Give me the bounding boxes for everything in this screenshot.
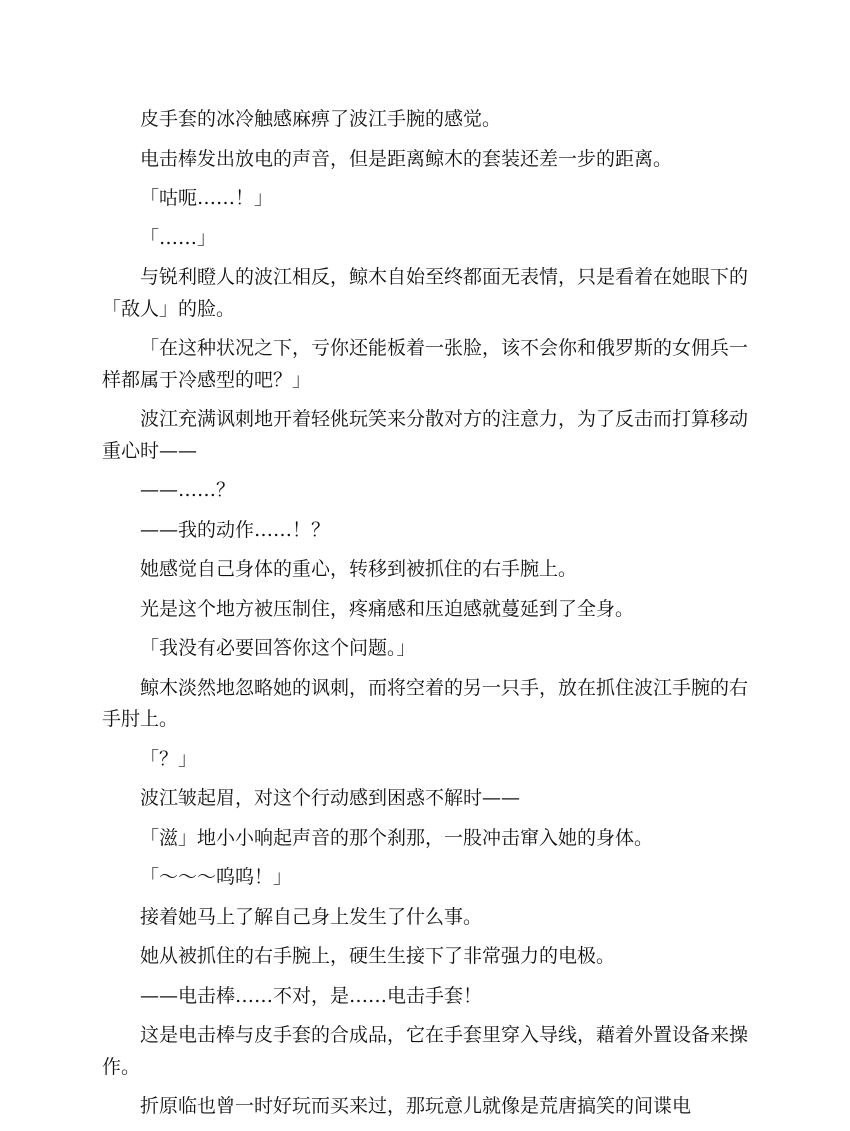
paragraph: 「在这种状况之下，亏你还能板着一张脸，该不会你和俄罗斯的女佣兵一样都属于冷感型的吧？」 <box>102 337 749 391</box>
paragraph: 「？」 <box>140 747 198 770</box>
paragraph: 与锐利瞪人的波江相反，鲸木自始至终都面无表情，只是看着在她眼下的「敌人」的脸。 <box>102 266 749 320</box>
paragraph: ——……？ <box>140 479 236 501</box>
paragraph: ——电击棒……不对，是……电击手套！ <box>140 984 483 1007</box>
paragraph: 波江皱起眉，对这个行动感到困惑不解时—— <box>140 787 521 809</box>
paragraph: 波江充满讽刺地开着轻佻玩笑来分散对方的注意力，为了反击而打算移动重心时—— <box>102 408 749 462</box>
paragraph: 光是这个地方被压制住，疼痛感和压迫感就蔓延到了全身。 <box>140 597 635 620</box>
paragraph: 「咕呃……！」 <box>140 187 274 209</box>
document-page <box>102 104 752 1131</box>
paragraph: 折原临也曾一时好玩而买来过，那玩意儿就像是荒唐搞笑的间谍电 <box>140 1095 692 1117</box>
paragraph: 接着她马上了解自己身上发生了什么事。 <box>140 905 483 928</box>
paragraph: 皮手套的冰冷触感麻痹了波江手腕的感觉。 <box>140 108 502 130</box>
paragraph: 「……」 <box>140 226 217 249</box>
paragraph: ——我的动作……！？ <box>140 518 331 541</box>
paragraph: 这是电击棒与皮手套的合成品，它在手套里穿入导线，藉着外置设备来操作。 <box>102 1024 749 1078</box>
paragraph: 「我没有必要回答你这个问题。」 <box>140 637 416 659</box>
paragraph: 鲸木淡然地忽略她的讽刺，而将空着的另一只手，放在抓住波江手腕的右手肘上。 <box>102 676 749 730</box>
paragraph: 她感觉自己身体的重心，转移到被抓住的右手腕上。 <box>140 558 578 580</box>
paragraph: 电击棒发出放电的声音，但是距离鲸木的套装还差一步的距离。 <box>140 147 673 170</box>
paragraph: 她从被抓住的右手腕上，硬生生接下了非常强力的电极。 <box>140 945 616 967</box>
paragraph: 「～～～呜呜！」 <box>140 866 293 888</box>
paragraph: 「滋」地小小响起声音的那个刹那，一股冲击窜入她的身体。 <box>140 826 654 849</box>
